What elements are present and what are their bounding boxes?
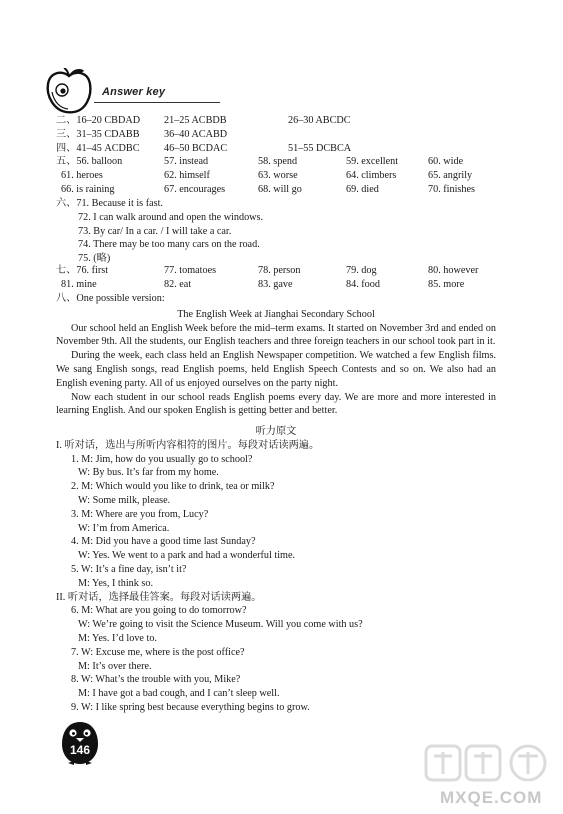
dialog-list bbox=[56, 604, 496, 714]
page-number: 146 bbox=[69, 743, 91, 757]
listening-transcript bbox=[56, 425, 496, 715]
answer-key-header bbox=[44, 58, 184, 114]
dialog-line: 3. M: Where are you from, Lucy? bbox=[71, 508, 209, 520]
dialog-line: 9. W: I like spring best because everything begins to grow. bbox=[71, 701, 310, 713]
dialog-line: 4. M: Did you have a good time last Sunday? bbox=[71, 536, 256, 548]
answers-grid bbox=[56, 114, 496, 197]
section-seven bbox=[56, 264, 496, 292]
answer-cell: 26–30 ABCDC bbox=[288, 115, 351, 126]
dialog-line: 1. M: Jim, how do you usually go to school? bbox=[71, 453, 253, 465]
answer-cell: 36–40 ACABD bbox=[164, 128, 228, 140]
answer-cell: 57. instead bbox=[164, 156, 209, 168]
answer-cell: 84. food bbox=[346, 278, 380, 290]
answer-cell: 63. worse bbox=[258, 170, 298, 182]
apple-icon bbox=[44, 68, 94, 114]
answer-cell: 58. spend bbox=[258, 156, 298, 168]
answer-cell: 68. will go bbox=[258, 183, 302, 195]
dialog-list bbox=[56, 453, 496, 591]
essay-label: 八、One possible version: bbox=[56, 293, 165, 304]
dialog-line: 5. W: It’s a fine day, isn’t it? bbox=[71, 563, 187, 575]
answer-cell: 三、31–35 CDABB bbox=[56, 128, 140, 140]
dialog-line: W: I’m from America. bbox=[78, 522, 170, 534]
answer-cell: 61. heroes bbox=[61, 170, 103, 182]
answer-cell: 四、41–45 ACDBC bbox=[56, 142, 140, 154]
answer-cell: 85. more bbox=[428, 278, 465, 290]
answer-cell: 69. died bbox=[346, 183, 379, 195]
listening-part-heading: I. 听对话，选出与所听内容相符的图片。每段对话读两遍。 bbox=[56, 439, 320, 451]
answer-cell: 21–25 ACBDB bbox=[164, 115, 227, 126]
answer-cell: 83. gave bbox=[258, 278, 293, 290]
answer-line: 75. (略) bbox=[78, 253, 111, 265]
answer-cell: 70. finishes bbox=[428, 183, 475, 195]
answer-row bbox=[56, 278, 496, 292]
answer-row bbox=[56, 169, 496, 183]
answer-line: 72. I can walk around and open the windows. bbox=[78, 211, 264, 223]
answer-cell: 七、76. first bbox=[56, 265, 109, 276]
dialog-line: W: Yes. We went to a park and had a wonderful time. bbox=[78, 550, 296, 562]
answer-cell: 64. climbers bbox=[346, 170, 397, 182]
dialog-line: M: Yes. I’d love to. bbox=[78, 632, 157, 644]
listening-title: 听力原文 bbox=[255, 426, 297, 437]
dialog-line: 2. M: Which would you like to drink, tea or milk? bbox=[71, 481, 275, 493]
section-six bbox=[56, 197, 496, 266]
answer-cell: 66. is raining bbox=[61, 183, 115, 195]
answer-cell: 77. tomatoes bbox=[164, 265, 217, 276]
answer-cell: 五、56. balloon bbox=[56, 156, 123, 168]
answer-cell: 79. dog bbox=[346, 265, 377, 276]
dialog-line: W: Some milk, please. bbox=[78, 494, 171, 506]
dialog-line: W: We’re going to visit the Science Museum. Will you come with us? bbox=[78, 619, 363, 631]
answer-cell: 46–50 BCDAC bbox=[164, 142, 228, 154]
essay-paragraph: Now each student in our school reads English poems every day. We are more and more interested in learning English. And our spoken English is getting better and better. bbox=[56, 391, 496, 417]
dialog-line: M: It’s over there. bbox=[78, 660, 152, 672]
dialog-line: M: Yes, I think so. bbox=[78, 577, 154, 589]
dialog-line: 7. W: Excuse me, where is the post office? bbox=[71, 646, 245, 658]
answer-row bbox=[56, 264, 496, 278]
header-title: Answer key bbox=[102, 86, 166, 98]
dialog-line: M: I have got a bad cough, and I can’t sleep well. bbox=[78, 688, 280, 700]
essay-paragraph: During the week, each class held an English Newspaper competition. We watched a few English films. We sang English songs, read English poems, held English Speech Contests and so on. We also had an English evening party. All of us enjoyed ourselves on the party night. bbox=[56, 350, 496, 389]
section-eight bbox=[56, 292, 496, 418]
answer-cell: 62. himself bbox=[164, 170, 210, 182]
answer-row bbox=[56, 128, 496, 142]
answer-cell: 59. excellent bbox=[346, 156, 399, 168]
dialog-line: 6. M: What are you going to do tomorrow? bbox=[71, 605, 247, 617]
dialog-line: W: By bus. It’s far from my home. bbox=[78, 467, 219, 479]
answer-cell: 81. mine bbox=[61, 278, 97, 290]
dialog-line: 8. W: What’s the trouble with you, Mike? bbox=[71, 674, 241, 686]
answer-row bbox=[56, 114, 496, 128]
answer-cell: 51–55 DCBCA bbox=[288, 142, 352, 154]
answer-cell: 80. however bbox=[428, 265, 479, 276]
answer-row bbox=[56, 155, 496, 169]
header-rule bbox=[94, 102, 220, 103]
answer-line: 73. By car/ In a car. / I will take a car. bbox=[78, 225, 232, 237]
answer-cell: 67. encourages bbox=[164, 183, 226, 195]
watermark-text: MXQE.COM bbox=[440, 788, 543, 807]
answer-cell: 二、16–20 CBDAD bbox=[56, 115, 141, 126]
answer-cell: 82. eat bbox=[164, 278, 192, 290]
listening-part-heading: II. 听对话，选择最佳答案。每段对话读两遍。 bbox=[56, 591, 262, 603]
answer-cell: 65. angrily bbox=[428, 170, 473, 182]
answer-row bbox=[56, 183, 496, 197]
answer-row bbox=[56, 142, 496, 156]
essay-title: The English Week at Jianghai Secondary School bbox=[177, 308, 375, 320]
essay-paragraph: Our school held an English Week before the mid–term exams. It started on November 3rd and ended on November 9th. All the students, our English teachers and three foreign teachers in our school took part in it. bbox=[56, 322, 496, 348]
answer-line: 六、71. Because it is fast. bbox=[56, 198, 163, 209]
answer-line: 74. There may be too many cars on the road. bbox=[78, 239, 260, 251]
answer-cell: 78. person bbox=[258, 265, 301, 276]
answer-cell: 60. wide bbox=[428, 156, 464, 168]
